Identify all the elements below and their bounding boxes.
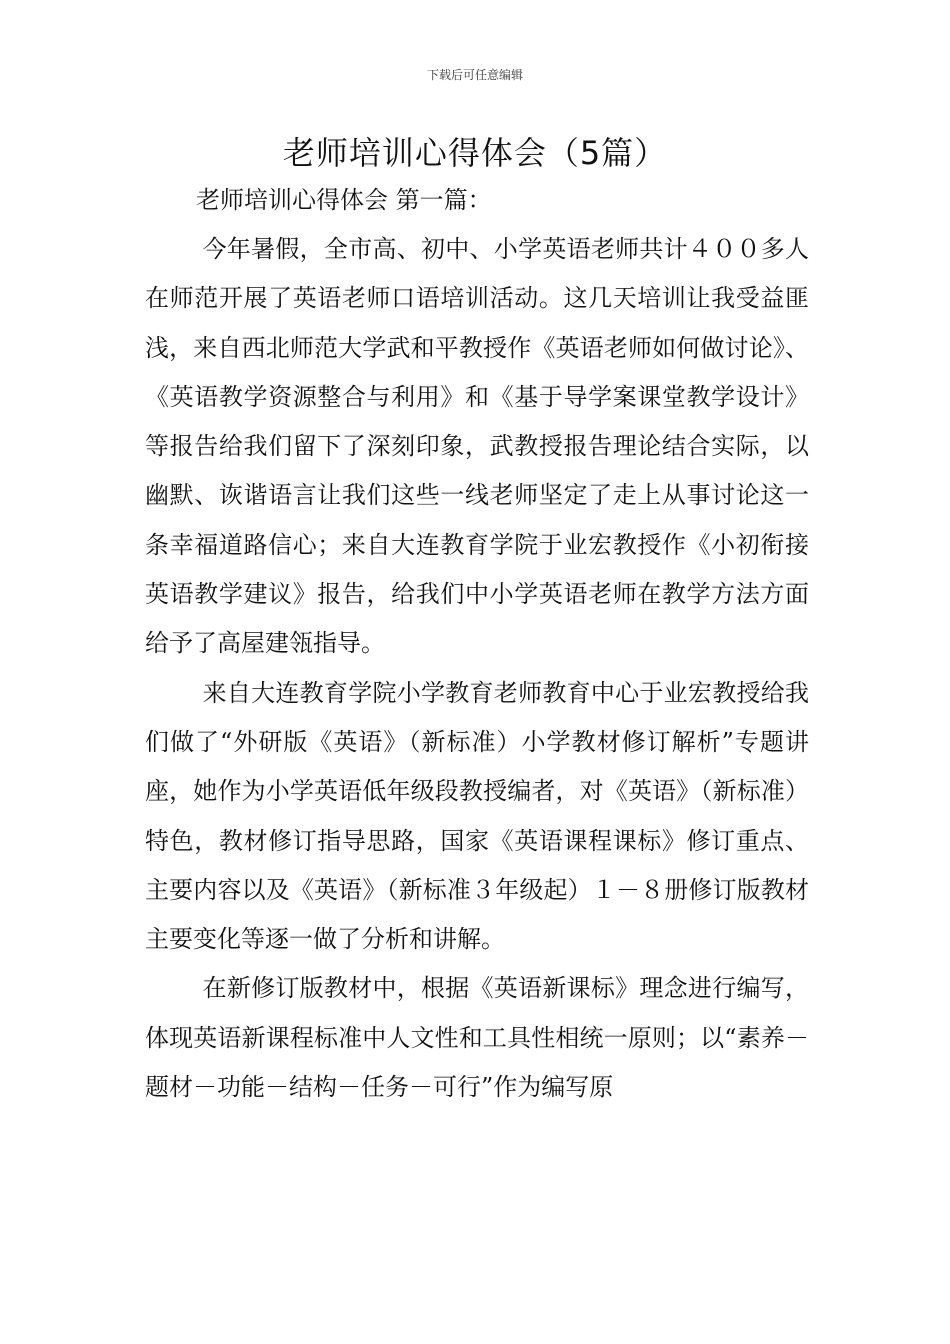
paragraph-3: 在新修订版教材中，根据《英语新课标》理念进行编写，体现英语新课程标准中人文性和工具性相统一原则；以“素养－题材－功能－结构－任务－可行”作为编写原 <box>145 974 809 1102</box>
header-note: 下载后可任意编辑 <box>426 68 523 82</box>
paragraph-2: 来自大连教育学院小学教育老师教育中心于业宏教授给我们做了“外研版《英语》（新标准）小学教材修订解析”专题讲座，她作为小学英语低年级段教授编者，对《英语》（新标准）特色，教材修订指导思路，国家《英语课程课标》修订重点、主要内容以及《英语》（新标准３年级起）１－８册修订版教材主要变化等逐一做了分析和讲解。 <box>145 678 809 954</box>
document-body <box>145 225 809 1112</box>
section-heading: 老师培训心得体会 第一篇： <box>196 186 492 214</box>
paragraph-1: 今年暑假，全市高、初中、小学英语老师共计４００多人在师范开展了英语老师口语培训活动。这几天培训让我受益匪浅，来自西北师范大学武和平教授作《英语老师如何做讨论》、《英语教学资源整合与利用》和《基于导学案课堂教学设计》等报告给我们留下了深刻印象，武教授报告理论结合实际，以幽默、诙谐语言让我们这些一线老师坚定了走上从事讨论这一条幸福道路信心；来自大连教育学院于业宏教授作《小初衔接英语教学建议》报告，给我们中小学英语老师在教学方法方面给予了高屋建瓴指导。 <box>145 235 809 658</box>
document-title: 老师培训心得体会（5篇） <box>282 134 668 172</box>
